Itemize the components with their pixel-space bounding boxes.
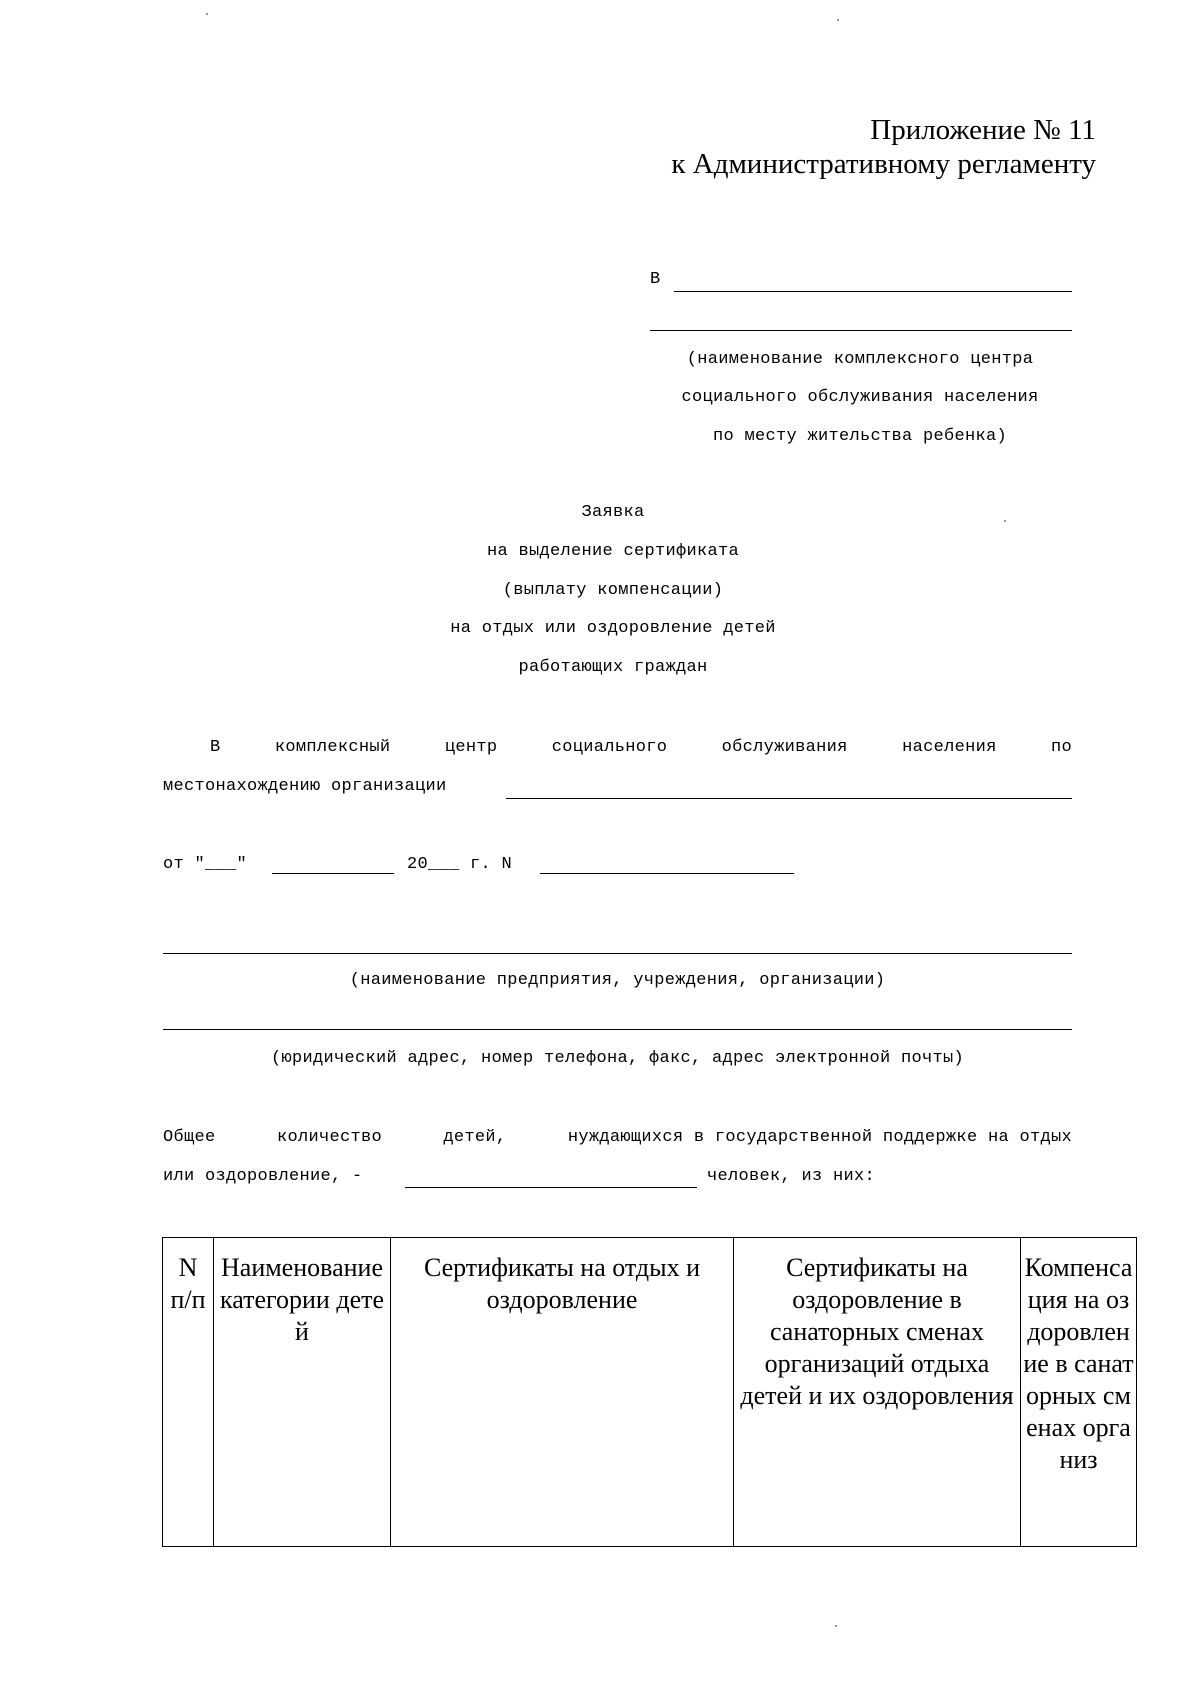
title-line-2: на выделение сертификата [486,542,740,561]
count-word: количество [276,1128,382,1147]
title-line-4: на отдых или оздоровление детей [450,619,776,638]
date-from-label: от "___" [163,855,248,874]
count-word: детей, [443,1128,507,1147]
date-year-label: 20___ г. N [407,855,513,874]
column-number-header: N п/п [163,1238,214,1547]
organization-name-field[interactable] [163,953,1072,954]
intro-line-1 [210,738,1072,757]
intro-word: по [1050,738,1072,757]
addressee-to-label: В [650,270,661,289]
intro-word: В [210,738,221,757]
address-caption: (юридический адрес, номер телефона, факс, адрес электронной почты) [270,1049,965,1068]
table-header-row [163,1238,1137,1547]
appendix-number: Приложение № 11 [870,114,1096,146]
intro-word: обслуживания [721,738,848,757]
intro-line-2: местонахождению организации [163,777,447,796]
organization-location-field[interactable] [506,798,1072,799]
column-category-header: Наименование категории детей [214,1238,391,1547]
addressee-caption-2: социального обслуживания населения [681,388,1039,407]
scan-speck [206,13,208,15]
title-line-1: Заявка [581,503,645,522]
intro-word: населения [902,738,997,757]
children-count-line-2-start: или оздоровление, - [163,1167,363,1186]
children-count-line-1 [163,1128,1072,1147]
intro-word: центр [444,738,498,757]
addressee-caption-1: (наименование комплексного центра [686,350,1034,369]
title-line-5: работающих граждан [518,658,708,677]
column-compensation-header: Компенсация на оздоровление в санаторных сменах организ [1021,1238,1137,1547]
scan-speck [1004,520,1006,522]
appendix-regulation: к Административному регламенту [671,148,1096,180]
intro-word: социального [551,738,668,757]
addressee-line-2[interactable] [650,330,1072,331]
count-word: Общее [163,1128,216,1147]
date-month-field[interactable] [272,873,394,874]
application-number-field[interactable] [540,873,794,874]
organization-address-field[interactable] [163,1029,1072,1030]
scan-speck [835,1625,837,1627]
organization-caption: (наименование предприятия, учреждения, организации) [349,971,886,990]
children-count-field[interactable] [405,1187,697,1188]
children-count-line-2-end: человек, из них: [707,1167,876,1186]
column-certificates-header: Сертификаты на отдых и оздоровление [391,1238,734,1547]
count-word: нуждающихся в государственной поддержке на отдых [567,1128,1072,1147]
addressee-caption-3: по месту жительства ребенка) [712,427,1008,446]
column-sanatorium-certificates-header: Сертификаты на оздоровление в санаторных сменах организаций отдыха детей и их оздоровления [734,1238,1021,1547]
title-line-3: (выплату компенсации) [502,581,724,600]
categories-table [162,1237,1137,1547]
addressee-line-1[interactable] [674,291,1072,292]
intro-word: комплексный [274,738,391,757]
scan-speck [837,19,839,21]
